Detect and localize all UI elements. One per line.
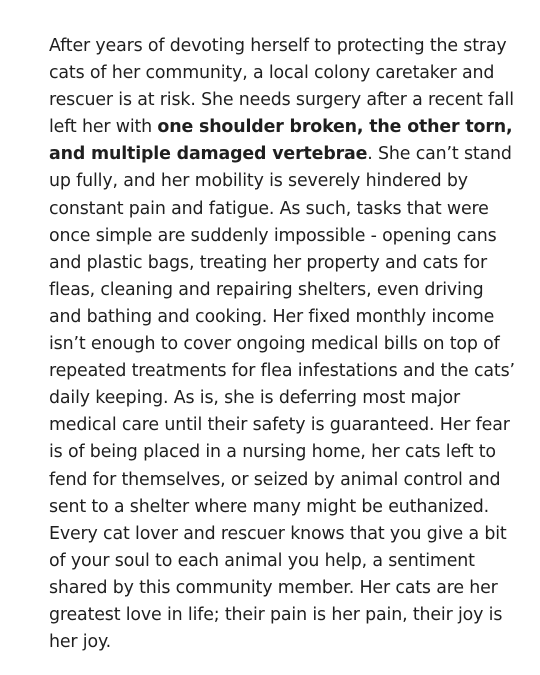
text-line: cats of her community, a local colony caretaker and bbox=[49, 63, 495, 84]
text-line: fend for themselves, or seized by animal control and bbox=[49, 469, 501, 490]
text-line: fleas, cleaning and repairing shelters, even driving bbox=[49, 279, 484, 300]
text-line: her joy. bbox=[49, 632, 112, 653]
text-line: constant pain and fatigue. As such, tasks that were bbox=[49, 198, 489, 219]
bold-emphasis: one shoulder broken, the other torn, bbox=[157, 117, 513, 138]
text-line bbox=[49, 141, 512, 168]
text-line: medical care until their safety is guaranteed. Her fear bbox=[49, 415, 510, 436]
text-line bbox=[49, 114, 513, 141]
text-line: greatest love in life; their pain is her pain, their joy is bbox=[49, 604, 503, 625]
article-body bbox=[49, 33, 515, 656]
text-segment: . She can’t stand bbox=[367, 144, 512, 165]
text-line: of your soul to each animal you help, a sentiment bbox=[49, 550, 475, 571]
text-line: sent to a shelter where many might be euthanized. bbox=[49, 496, 490, 517]
text-line: daily keeping. As is, she is deferring most major bbox=[49, 388, 461, 409]
bold-emphasis: and multiple damaged vertebrae bbox=[49, 144, 368, 165]
text-line: repeated treatments for flea infestations and the cats’ bbox=[49, 361, 515, 382]
text-line: once simple are suddenly impossible - opening cans bbox=[49, 225, 497, 246]
text-segment: left her with bbox=[49, 117, 158, 138]
text-line: and bathing and cooking. Her fixed monthly income bbox=[49, 306, 495, 327]
text-line: and plastic bags, treating her property and cats for bbox=[49, 252, 487, 273]
text-line: After years of devoting herself to protecting the stray bbox=[49, 36, 507, 56]
text-line: up fully, and her mobility is severely hindered by bbox=[49, 171, 468, 192]
text-line: shared by this community member. Her cats are her bbox=[49, 577, 498, 598]
text-line: Every cat lover and rescuer knows that you give a bit bbox=[49, 523, 507, 544]
text-line: is of being placed in a nursing home, her cats left to bbox=[49, 442, 496, 463]
text-line: rescuer is at risk. She needs surgery after a recent fall bbox=[49, 90, 514, 111]
text-line: isn’t enough to cover ongoing medical bills on top of bbox=[49, 334, 500, 355]
